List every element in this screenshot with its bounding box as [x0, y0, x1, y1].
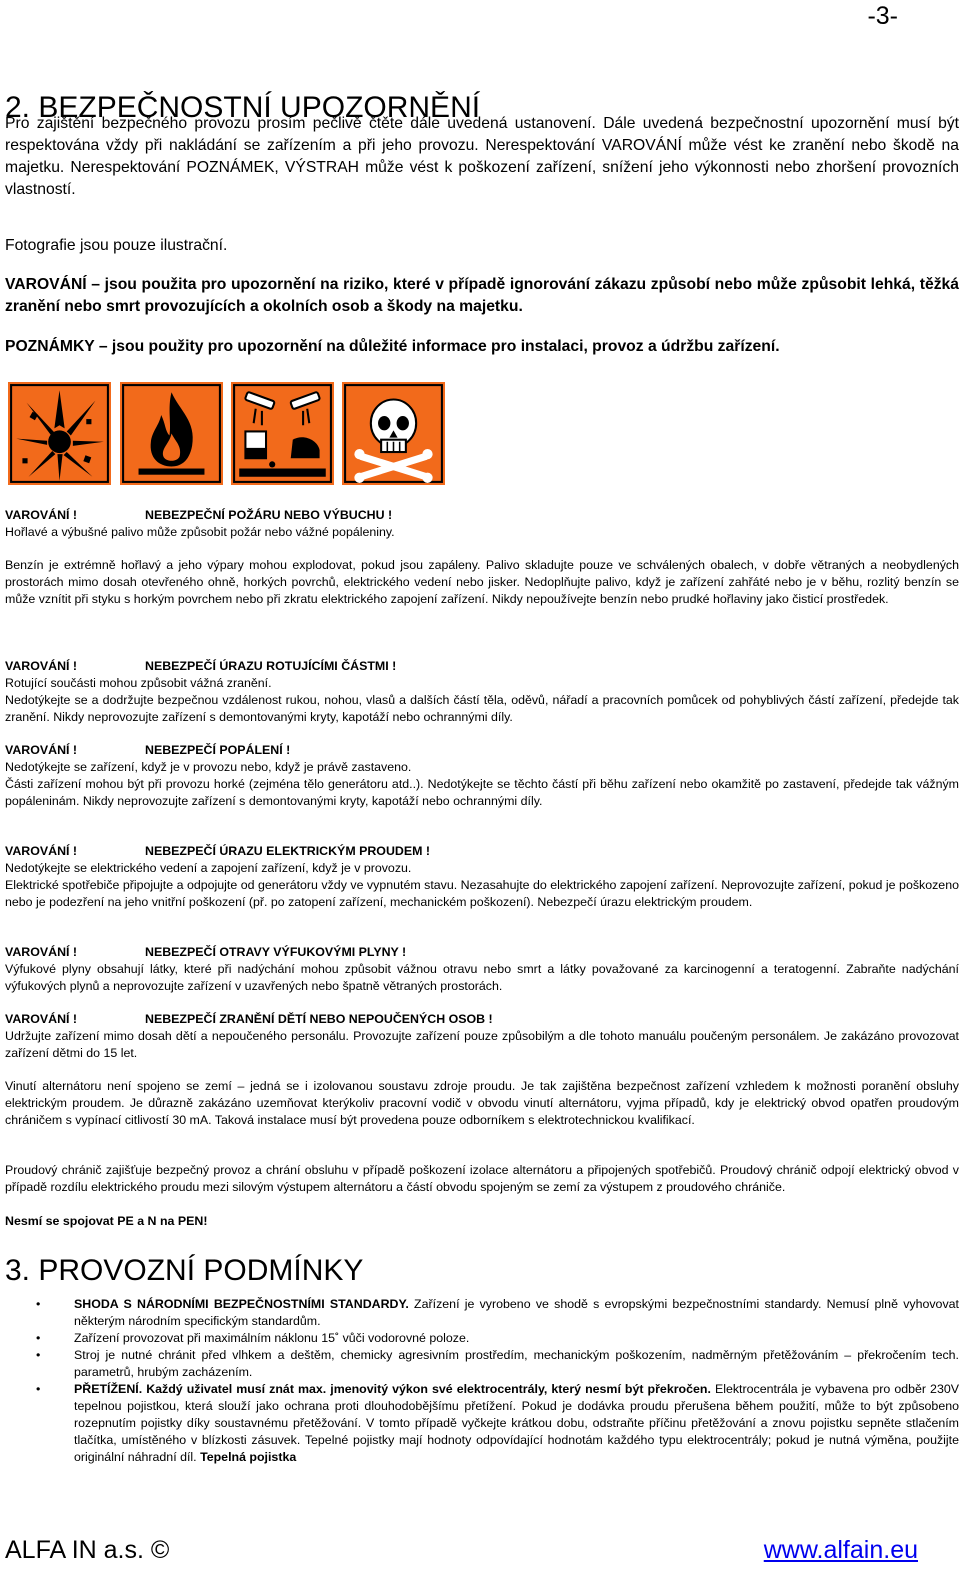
- warning-title: [5, 507, 959, 524]
- intro-text-b: Nerespektování POZNÁMEK, VÝSTRAH může vést k poškození zařízení, snížení jeho výkonnosti nebo zhoršení provozních vlastností.: [5, 159, 959, 198]
- conditions-list: [0, 1296, 959, 1466]
- list-item: [0, 1381, 959, 1466]
- warning-rotating: [5, 658, 959, 726]
- explosive-icon: [8, 382, 111, 485]
- flammable-icon: [120, 382, 223, 485]
- warning-label: VAROVÁNÍ !: [5, 945, 78, 959]
- list-item: [0, 1330, 959, 1347]
- item-bold: PŘETÍŽENÍ. Každý uživatel musí znát max. jmenovitý výkon své elektrocentrály, který nesmí být překročen.: [74, 1382, 711, 1396]
- warning-exhaust: [5, 944, 959, 995]
- bullet-icon: •: [36, 1348, 41, 1362]
- intro-text-a: Pro zajištění bezpečného provozu prosím pečlivě čtěte dále uvedená ustanovení. Dále uvedená bezpečnostní upozornění musí být respektována vždy při nakládání se zařízením a při jeho provozu. Nerespektování VAROVÁNÍ může vést ke zranění nebo škodě na majetku.: [5, 115, 959, 176]
- warning-burns: [5, 742, 959, 810]
- warning-fire: [5, 507, 959, 541]
- warning-line: Hořlavé a výbušné palivo může způsobit požár nebo vážné popáleniny.: [5, 525, 395, 539]
- warning-label: VAROVÁNÍ !: [5, 659, 78, 673]
- section-heading-safety: 2. BEZPEČNOSTNÍ UPOZORNĚNÍ: [5, 91, 481, 124]
- warning-heading: NEBEZPEČÍ ZRANĚNÍ DĚTÍ NEBO NEPOUČENÝCH OSOB !: [145, 1012, 493, 1026]
- varovani-definition: VAROVÁNÍ – jsou použita pro upozornění na riziko, které v případě ignorování zákazu způsobí nebo může způsobit lehká, těžká zranění nebo smrt provozujících a okolních osob a škody na majetku.: [5, 276, 959, 315]
- warning-body: Elektrické spotřebiče připojujte a odpojujte od generátoru vždy ve vypnutém stavu. Nezasahujte do elektrického zapojení zařízení. Neprovozujte zařízení, pokud je poškozeno nebo je podezření na jeho vnitřní poškození (př. po zatopení zařízení, mechanickém poškození). Nebezpečí úrazu elektrickým proudem.: [5, 878, 959, 909]
- grounding-paragraph: Vinutí alternátoru není spojeno se zemí – jedná se i izolovanou soustavu zdroje proudu. Je tak zajištěna bezpečnost zařízení vzhledem k možnosti poranění obsluhy elektrickým proudem. Je důrazně zakázáno uzemňovat kterýkoliv pracovní vodič v obvodu vinutí alternátoru, vyjma případů, kdy je elektrický obvod opatřen proudovým chráničem s vypínací citlivostí 30 mA. Taková instalace musí být provedena pouze odborníkem s elektrotechnickou kvalifikací.: [5, 1079, 959, 1127]
- warning-heading: NEBEZPEČÍ ÚRAZU ELEKTRICKÝM PROUDEM !: [145, 844, 430, 858]
- warning-heading: NEBEZPEČÍ POPÁLENÍ !: [145, 743, 291, 757]
- warning-title: [5, 843, 959, 860]
- section-heading-operating: 3. PROVOZNÍ PODMÍNKY: [5, 1254, 364, 1287]
- corrosive-icon: [231, 382, 334, 485]
- warning-body: Výfukové plyny obsahují látky, které při nadýchání mohou způsobit vážnou otravu nebo smrt a látky považované za karcinogenní a teratogenní. Zabraňte nadýchání výfukových plynů a neprovozujte zařízení v uzavřených nebo špatně větraných prostorách.: [5, 962, 959, 993]
- bullet-icon: •: [36, 1382, 41, 1396]
- item-text: Stroj je nutné chránit před vlhkem a deštěm, chemicky agresivním prostředím, mechanickým poškozením, nadměrným přetěžováním – překročením tech. parametrů, hrubým zacházením.: [74, 1348, 959, 1379]
- bullet-icon: •: [36, 1331, 41, 1345]
- item-text: Zařízení je vyrobeno ve shodě s evropskými bezpečnostními standardy. Nemusí plně vyhovovat některým národním specifickým standardům.: [74, 1297, 959, 1328]
- warning-heading: NEBEZPEČÍ OTRAVY VÝFUKOVÝMI PLYNY !: [145, 945, 407, 959]
- warning-body: Nedotýkejte se a dodržujte bezpečnou vzdálenost rukou, nohou, vlasů a dalších částí těla, oděvů, nářadí a pracovních pomůcek od pohyblivých částí zařízení, předejde tak zranění. Nikdy neprovozujte zařízení s demontovanými kryty, kapotáží nebo ochrannými díly.: [5, 693, 959, 724]
- warning-label: VAROVÁNÍ !: [5, 844, 78, 858]
- warning-title: [5, 944, 959, 961]
- toxic-icon: [342, 382, 445, 485]
- pen-warning: Nesmí se spojovat PE a N na PEN!: [5, 1214, 208, 1228]
- list-item: [0, 1296, 959, 1330]
- warning-body: Udržujte zařízení mimo dosah dětí a nepoučeného personálu. Provozujte zařízení pouze způsobilým a dle tohoto manuálu poučeným personálem. Je zakázáno provozovat zařízení dětmi do 15 let.: [5, 1029, 959, 1060]
- warning-label: VAROVÁNÍ !: [5, 1012, 78, 1026]
- item-bold: SHODA S NÁRODNÍMI BEZPEČNOSTNÍMI STANDARDY.: [74, 1297, 409, 1311]
- page-number: -3-: [867, 2, 898, 30]
- warning-line: Rotující součásti mohou způsobit vážná zranění.: [5, 676, 272, 690]
- warning-label: VAROVÁNÍ !: [5, 508, 78, 522]
- warning-line: Nedotýkejte se zařízení, když je v provozu nebo, když je právě zastaveno.: [5, 760, 412, 774]
- warning-line: Nedotýkejte se elektrického vedení a zapojení zařízení, když je v provozu.: [5, 861, 412, 875]
- list-item: [0, 1347, 959, 1381]
- warning-heading: NEBEZPEČNÍ POŽÁRU NEBO VÝBUCHU !: [145, 508, 393, 522]
- warning-label: VAROVÁNÍ !: [5, 743, 78, 757]
- warning-heading: NEBEZPEČÍ ÚRAZU ROTUJÍCÍMI ČÁSTMI !: [145, 659, 397, 673]
- photos-note: Fotografie jsou pouze ilustrační.: [5, 237, 228, 254]
- footer-company: ALFA IN a.s. ©: [5, 1536, 170, 1564]
- warning-children: [5, 1011, 959, 1062]
- warning-title: [5, 658, 959, 675]
- bullet-icon: •: [36, 1297, 41, 1311]
- warning-title: [5, 1011, 959, 1028]
- warning-fire-body: Benzín je extrémně hořlavý a jeho výpary mohou explodovat, pokud jsou zapáleny. Palivo skladujte pouze ve schválených obalech, v dobře větraných a neobydlených prostorách mimo dosah otevřeného ohně, horkých povrchů, elektrického vedení nebo jisker. Nedoplňujte palivo, když je zařízení zahřáté nebo je v běhu, rozlitý benzín se může vznítit při styku s horkým povrchem nebo při zkratu elektrického zapojení zařízení. Nikdy nepoužívejte benzín nebo prudké hořlaviny jako čisticí prostředek.: [5, 558, 959, 606]
- intro-paragraph: [5, 113, 959, 201]
- warning-electric: [5, 843, 959, 911]
- warning-body: Části zařízení mohou být při provozu horké (zejména tělo generátoru atd..). Nedotýkejte se těchto částí při běhu zařízení nebo okamžitě po zastavení, předejde tak vážným popáleninám. Nikdy neprovozujte zařízení s demontovanými kryty, kapotáží nebo ochrannými díly.: [5, 777, 959, 808]
- warning-title: [5, 742, 959, 759]
- footer-website-link[interactable]: www.alfain.eu: [763, 1536, 918, 1564]
- item-text: Elektrocentrála je vybavena pro odběr 230V tepelnou pojistkou, která slouží jako ochrana proti dlouhodobějšímu přetížení. Pokud je dodávka proudu přerušena během použití, může to být způsobeno rozepnutím pojistky díky soustavnému přetěžování. V tomto případě vyčkejte krátkou dobu, odstraňte příčinu přetěžování a znovu pojistku sepněte stlačením tlačítka, umístěného v blízkosti zásuvek. Tepelné pojistky mají hodnoty odpovídající hodnotám každého typu elektrocentrály; pokud je nutná výměna, použijte originální náhradní díl.: [74, 1382, 959, 1464]
- item-bold-end: Tepelná pojistka: [196, 1450, 297, 1464]
- poznamky-definition: POZNÁMKY – jsou použity pro upozornění na důležité informace pro instalaci, provoz a údržbu zařízení.: [5, 338, 780, 355]
- item-text: Zařízení provozovat při maximálním náklonu 15˚ vůči vodorovné poloze.: [74, 1331, 470, 1345]
- rcd-paragraph: Proudový chránič zajišťuje bezpečný provoz a chrání obsluhu v případě poškození izolace alternátoru a připojených spotřebičů. Proudový chránič odpojí elektrický obvod v případě rozdílu elektrického proudu mezi silovým výstupem alternátoru a částí obvodu spojeným se zemí za výstupem z proudového chrániče.: [5, 1163, 959, 1194]
